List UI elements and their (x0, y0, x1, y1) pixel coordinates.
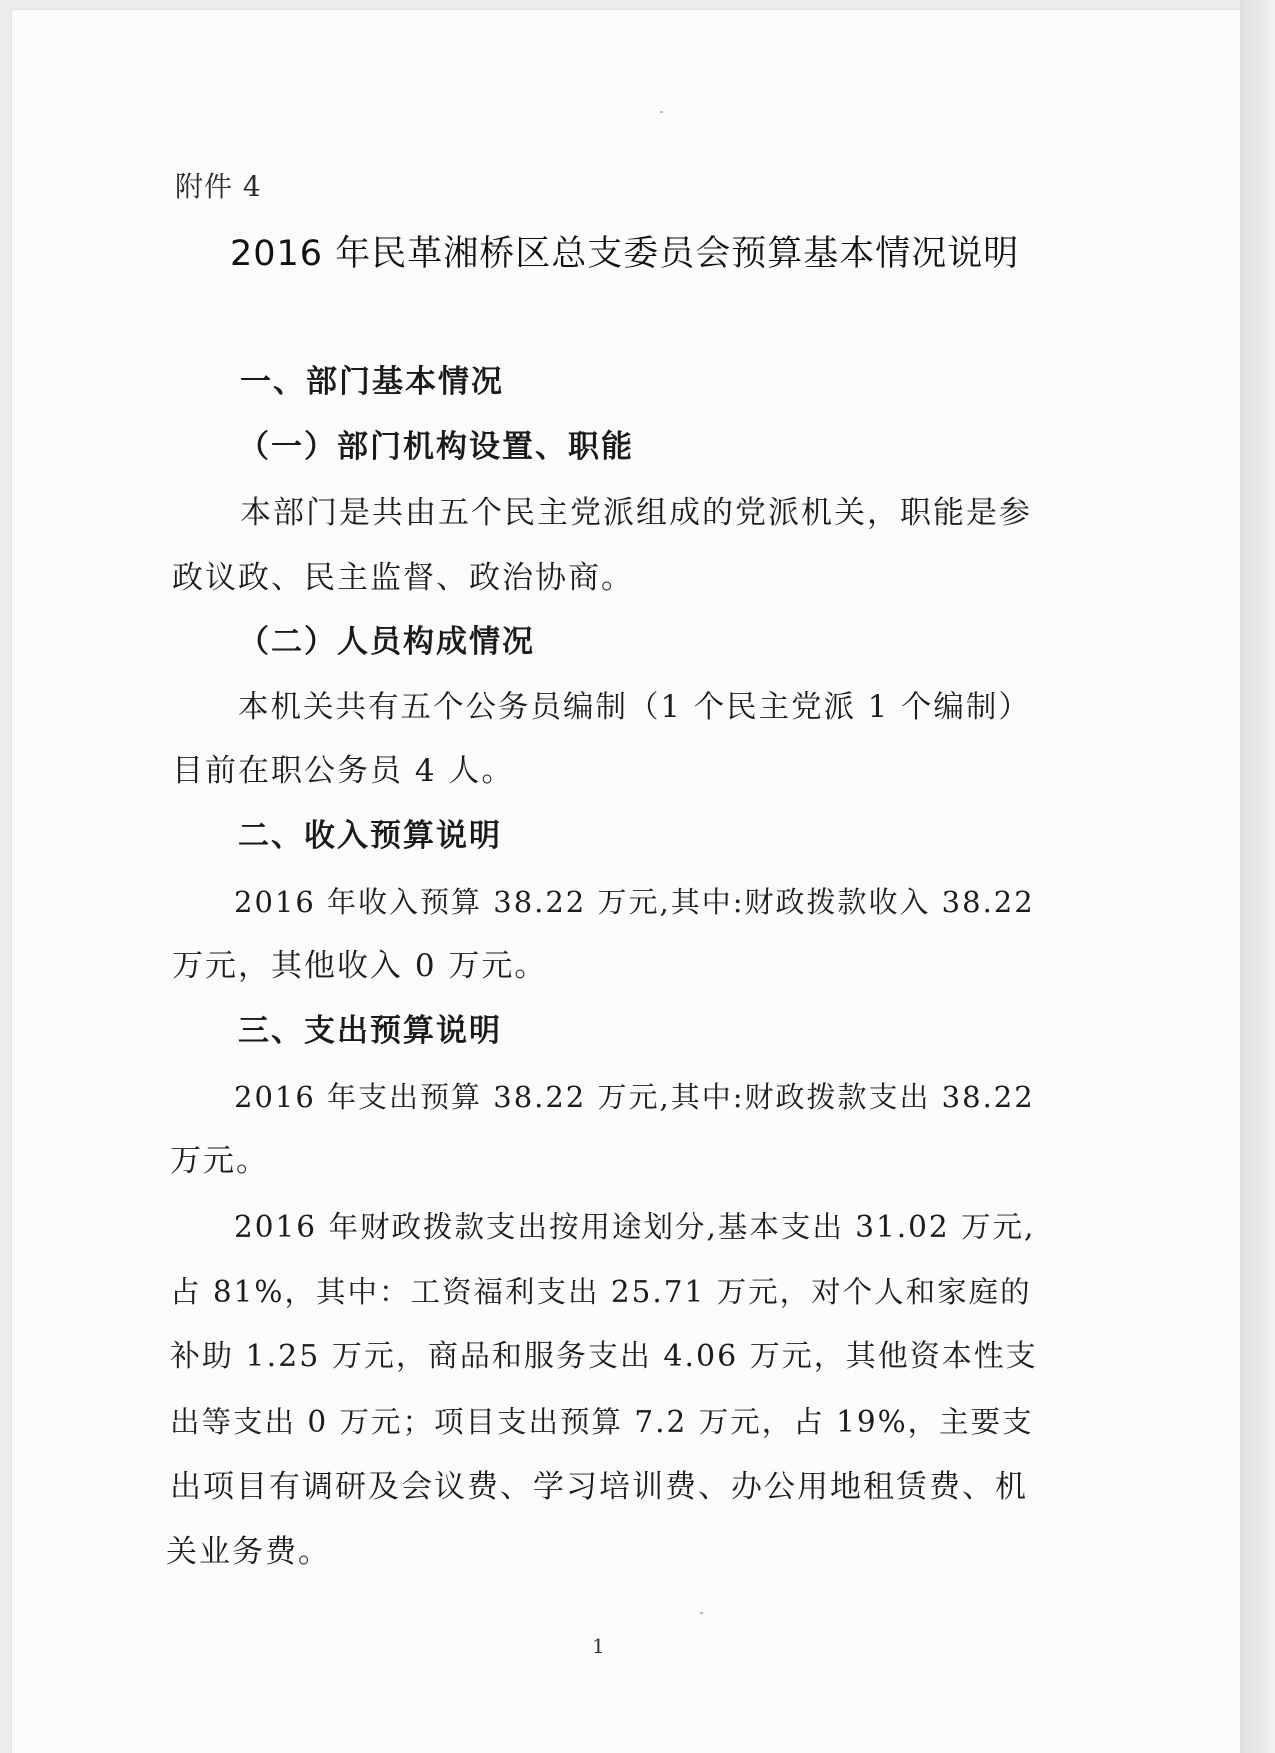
paragraph-line: 目前在职公务员 4 人。 (172, 753, 515, 789)
annex-label: 附件 4 (175, 170, 262, 203)
section-1-2-heading: （二）人员构成情况 (238, 624, 535, 660)
paragraph-line: 万元，其他收入 0 万元。 (172, 948, 548, 984)
section-1-1-heading: （一）部门机构设置、职能 (238, 429, 634, 465)
paragraph-line: 万元。 (170, 1143, 269, 1179)
page-number: 1 (592, 1634, 605, 1658)
paragraph-line: 出项目有调研及会议费、学习培训费、办公用地租赁费、机 (170, 1469, 1028, 1505)
paragraph-line: 2016 年收入预算 38.22 万元,其中:财政拨款收入 38.22 (234, 885, 1035, 919)
paragraph-line: 出等支出 0 万元；项目支出预算 7.2 万元，占 19%，主要支 (170, 1405, 1034, 1439)
section-1-heading: 一、部门基本情况 (240, 364, 504, 400)
section-2-heading: 二、收入预算说明 (238, 818, 502, 854)
paragraph-line: 本机关共有五个公务员编制（1 个民主党派 1 个编制） (238, 690, 1031, 725)
paragraph-line: 补助 1.25 万元，商品和服务支出 4.06 万元，其他资本性支 (170, 1339, 1038, 1374)
paragraph-line: 占 81%，其中：工资福利支出 25.71 万元，对个人和家庭的 (170, 1275, 1032, 1309)
document-title: 2016 年民革湘桥区总支委员会预算基本情况说明 (230, 234, 1020, 274)
scan-speck (660, 111, 663, 113)
paragraph-line: 2016 年支出预算 38.22 万元,其中:财政拨款支出 38.22 (234, 1080, 1035, 1114)
scan-speck (700, 1612, 703, 1614)
paragraph-line: 关业务费。 (166, 1534, 331, 1570)
paragraph-line: 政议政、民主监督、政治协商。 (172, 560, 634, 596)
scan-edge (1240, 0, 1275, 1753)
paragraph-line: 2016 年财政拨款支出按用途划分,基本支出 31.02 万元, (234, 1210, 1036, 1244)
paragraph-line: 本部门是共由五个民主党派组成的党派机关，职能是参 (240, 495, 1032, 531)
section-3-heading: 三、支出预算说明 (238, 1013, 502, 1049)
